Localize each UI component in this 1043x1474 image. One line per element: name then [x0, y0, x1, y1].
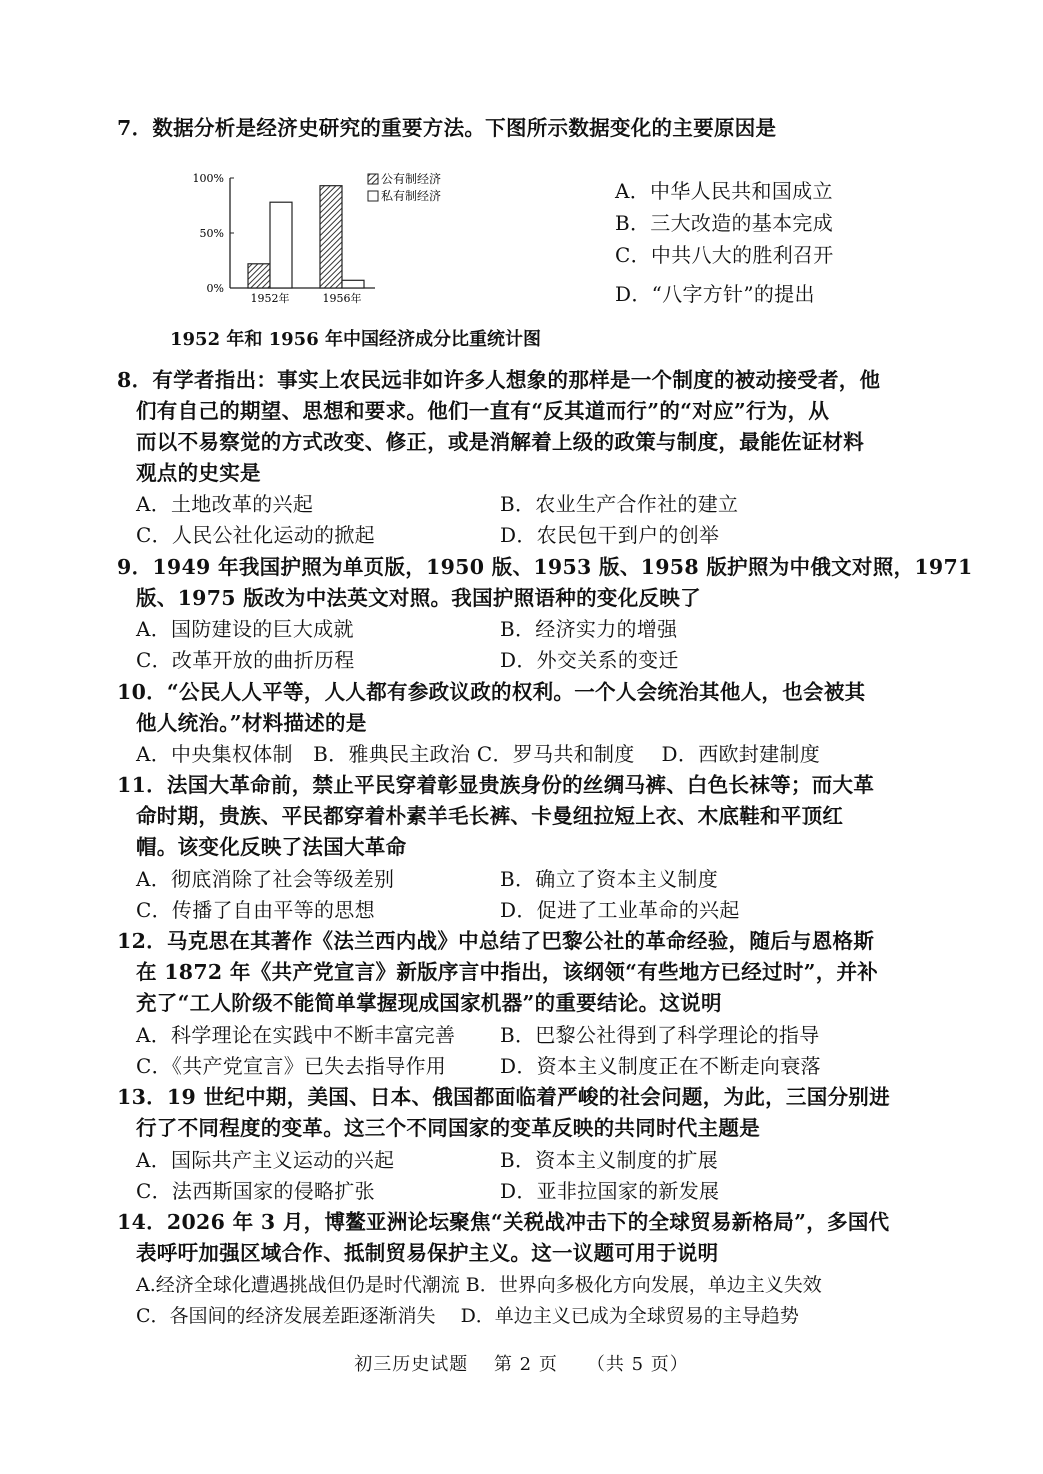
y-tick-label: 0% — [206, 282, 224, 295]
q10-options: A．中央集权体制 B．雅典民主政治 C．罗马共和制度 D．西欧封建制度 — [136, 742, 820, 766]
q8-option-b: B．农业生产合作社的建立 — [500, 492, 739, 516]
bar-1-0 — [270, 202, 292, 288]
legend-swatch — [368, 174, 378, 184]
q8-option-d: D．农民包干到户的创举 — [500, 523, 720, 547]
q13-stem-line2: 行了不同程度的变革。这三个不同国家的变革反映的共同时代主题是 — [136, 1116, 760, 1140]
x-tick-label: 1956年 — [322, 292, 362, 305]
q11-option-a: A．彻底消除了社会等级差别 — [136, 867, 395, 891]
q12-option-d: D．资本主义制度正在不断走向衰落 — [500, 1054, 821, 1078]
bar-1-1 — [342, 280, 364, 288]
x-tick-label: 1952年 — [250, 292, 290, 305]
q14-options-line1: A.经济全球化遭遇挑战但仍是时代潮流 B．世界向多极化方向发展，单边主义失效 — [136, 1274, 822, 1296]
q12-stem-line2: 在 1872 年《共产党宣言》新版序言中指出，该纲领“有些地方已经过时”，并补 — [136, 960, 879, 984]
q9-stem-line2: 版、1975 版改为中法英文对照。我国护照语种的变化反映了 — [136, 586, 701, 610]
q7-option-d: D．“八字方针”的提出 — [615, 282, 815, 306]
page-footer: 初三历史试题 第 2 页 （共 5 页） — [354, 1354, 689, 1375]
q8-stem-line3: 而以不易察觉的方式改变、修正，或是消解着上级的政策与制度，最能佐证材料 — [136, 430, 864, 454]
q11-stem-line2: 命时期，贵族、平民都穿着朴素羊毛长裤、卡曼纽拉短上衣、木底鞋和平顶红 — [136, 804, 844, 828]
q13-option-d: D．亚非拉国家的新发展 — [500, 1179, 720, 1203]
q13-option-c: C．法西斯国家的侵略扩张 — [136, 1179, 375, 1203]
q9-stem-line1: 9．1949 年我国护照为单页版，1950 版、1953 版、1958 版护照为中俄文对照，1971 — [117, 555, 973, 579]
q11-option-d: D．促进了工业革命的兴起 — [500, 898, 740, 922]
chart-bars — [248, 186, 364, 305]
chart-caption: 1952 年和 1956 年中国经济成分比重统计图 — [170, 329, 541, 350]
q12-option-c: C．《共产党宣言》已失去指导作用 — [136, 1054, 447, 1078]
q14-stem-line2: 表呼吁加强区域合作、抵制贸易保护主义。这一议题可用于说明 — [136, 1241, 719, 1265]
q8-stem-line4: 观点的史实是 — [136, 461, 261, 485]
chart-legend — [368, 171, 441, 203]
legend-swatch — [368, 191, 378, 201]
q13-option-b: B．资本主义制度的扩展 — [500, 1148, 718, 1172]
q10-stem-line1: 10．“公民人人平等，人人都有参政议政的权利。一个人会统治其他人，也会被其 — [117, 680, 866, 704]
q11-stem-line1: 11．法国大革命前，禁止平民穿着彰显贵族身份的丝绸马裤、白色长袜等；而大革 — [117, 773, 875, 797]
q8-stem-line2: 们有自己的期望、思想和要求。他们一直有“反其道而行”的“对应”行为，从 — [136, 399, 830, 423]
legend-label: 私有制经济 — [381, 189, 442, 203]
q12-option-a: A．科学理论在实践中不断丰富完善 — [136, 1023, 456, 1047]
q9-option-a: A．国防建设的巨大成就 — [136, 617, 354, 641]
q7-stem: 7．数据分析是经济史研究的重要方法。下图所示数据变化的主要原因是 — [117, 116, 777, 140]
q8-option-a: A．土地改革的兴起 — [136, 492, 314, 516]
y-tick-label: 100% — [192, 172, 224, 185]
q9-option-d: D．外交关系的变迁 — [500, 648, 679, 672]
q9-option-c: C．改革开放的曲折历程 — [136, 648, 355, 672]
q11-option-c: C．传播了自由平等的思想 — [136, 898, 375, 922]
q10-stem-line2: 他人统治。”材料描述的是 — [136, 711, 367, 735]
q7-option-a: A．中华人民共和国成立 — [615, 179, 833, 203]
q14-options-line2: C．各国间的经济发展差距逐渐消失 D．单边主义已成为全球贸易的主导趋势 — [136, 1305, 799, 1327]
economy-share-chart — [180, 160, 480, 310]
q11-option-b: B．确立了资本主义制度 — [500, 867, 718, 891]
y-tick-label: 50% — [199, 227, 224, 240]
q7-option-c: C．中共八大的胜利召开 — [615, 243, 834, 267]
q11-stem-line3: 帽。该变化反映了法国大革命 — [136, 835, 407, 859]
q12-stem-line1: 12．马克思在其著作《法兰西内战》中总结了巴黎公社的革命经验，随后与恩格斯 — [117, 929, 875, 953]
q9-option-b: B．经济实力的增强 — [500, 617, 678, 641]
legend-label: 公有制经济 — [381, 172, 442, 186]
q8-option-c: C．人民公社化运动的掀起 — [136, 523, 375, 547]
q13-option-a: A．国际共产主义运动的兴起 — [136, 1148, 395, 1172]
q12-option-b: B．巴黎公社得到了科学理论的指导 — [500, 1023, 820, 1047]
q7-option-b: B．三大改造的基本完成 — [615, 211, 833, 235]
q8-stem-line1: 8．有学者指出：事实上农民远非如许多人想象的那样是一个制度的被动接受者，他 — [117, 368, 881, 392]
q14-stem-line1: 14．2026 年 3 月，博鳌亚洲论坛聚焦“关税战冲击下的全球贸易新格局”，多国代 — [117, 1210, 890, 1234]
q13-stem-line1: 13．19 世纪中期，美国、日本、俄国都面临着严峻的社会问题，为此，三国分别进 — [117, 1085, 890, 1109]
bar-0-1 — [320, 186, 342, 288]
bar-0-0 — [248, 264, 270, 288]
q12-stem-line3: 充了“工人阶级不能简单掌握现成国家机器”的重要结论。这说明 — [136, 991, 722, 1015]
